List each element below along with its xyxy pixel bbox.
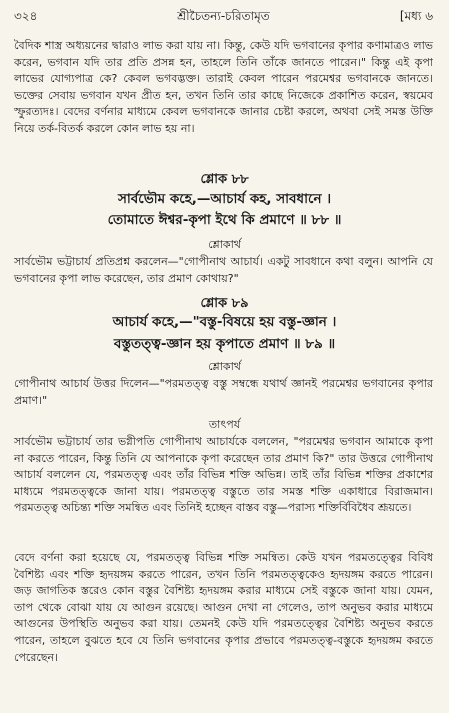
- page-number: ৩২৪: [14, 9, 38, 23]
- purport-paragraph-2: বেদে বর্ণনা করা হয়েছে যে, পরমতত্ত্ব বিভিন্ন শক্তি সমন্বিত। কেউ যখন পরমতত্ত্বের বিবিধ বৈশিষ্ট্য এবং শক্তি হৃদয়ঙ্গম করতে পারেন, তখন তিনি পরমতত্ত্বকেও হৃদয়ঙ্গম করতে পারেন। জড় জাগতিক স্তরেও কোন বস্তুর বৈশিষ্ট্য হৃদয়ঙ্গম করার মাধ্যমে সেই বস্তুকে জানা যায়। যেমন, তাপ থেকে বোঝা যায় যে আগুন রয়েছে। আগুন দেখা না গেলেও, তাপ অনুভব করার মাধ্যমে আগুনের উপস্থিতি অনুভব করা যায়। তেমনই কেউ যদি পরমতত্ত্বের বৈশিষ্ট্য অনুভব করতে পারেন, তাহলে বুঝতে হবে যে তিনি ভগবানের কৃপার প্রভাবে পরমতত্ত্ব-বস্তুকে হৃদয়ঙ্গম করতে পেরেছেন।: [14, 551, 433, 664]
- verse-88-translation-heading: শ্লোকার্থ: [208, 238, 241, 251]
- verse-89-translation-heading: শ্লোকার্থ: [208, 360, 241, 373]
- verse-88-line-1: সার্বভৌম কহে,—আচার্য কহ, সাবধানে ।: [117, 191, 332, 207]
- verse-89-heading: শ্লোক ৮৯: [200, 296, 249, 311]
- purport-paragraph-1: সার্বভৌম ভট্টাচার্য তার ভগ্নীপতি গোপীনাথ আচার্যকে বললেন, "পরমেশ্বর ভগবান আমাকে কৃপা না করতে পারেন, কিন্তু তিনি যে আপনাকে কৃপা করেছেন তার প্রমাণ কি?" তার উত্তরে গোপীনাথ আচার্য বললেন যে, পরমতত্ত্ব এবং তাঁর বিভিন্ন শক্তি অভিন্ন। তাই তাঁর বিভিন্ন শক্তির প্রকাশের মাধ্যমে পরমতত্ত্বকে জানা যায়। পরমতত্ত্ব বস্তুতে তার সমস্ত শক্তি একাধারে বিরাজমান। পরমতত্ত্ব অচিন্ত্য শক্তি সমন্বিত এবং তিনিই হচ্ছেন বাস্তব বস্তু—পরাস্য শক্তির্বিবিধৈব শ্রূয়তে।: [14, 435, 433, 515]
- verse-88-translation: সার্বভৌম ভট্টাচার্য প্রতিপ্রশ্ন করলেন—"গোপীনাথ আচার্য। একটু সাবধানে কথা বলুন। আপনি যে ভগবানের কৃপা লাভ করেছেন, তার প্রমাণ কোথায়?": [14, 255, 433, 285]
- verse-89-line-1: আচার্য কহে,—"বস্তু-বিষয়ে হয় বস্তু-জ্ঞান ।: [112, 314, 337, 330]
- running-title: শ্রীচৈতন্য-চরিতামৃত: [177, 9, 270, 23]
- verse-88-heading: শ্লোক ৮৮: [200, 172, 249, 187]
- page-header: [14, 8, 433, 26]
- verse-89-translation: গোপীনাথ আচার্য উত্তর দিলেন—"পরমতত্ত্ব বস্তু সম্বন্ধে যথার্থ জ্ঞানই পরমেশ্বর ভগবানের কৃপার প্রমাণ।": [14, 377, 433, 407]
- verse-89-line-2: বস্তুতত্ত্ব-জ্ঞান হয় কৃপাতে প্রমাণ ॥ ৮৯ ॥: [113, 336, 336, 352]
- intro-paragraph: বৈদিক শাস্ত্র অধ্যয়নের দ্বারাও লাভ করা যায় না। কিন্তু, কেউ যদি ভগবানের কৃপার কণামাত্রও লাভ করেন, ভগবান যদি তার প্রতি প্রসন্ন হন, তাহলে তিনি তাঁকে জানতে পারেন।" কিন্তু এই কৃপা লাভের যোগ্যপাত্র কে? কেবল ভগবদ্ভক্ত। তারাই কেবল পারেন পরমেশ্বর ভগবানকে জানতে। ভক্তের সেবায় ভগবান যখন প্রীত হন, তখন তিনি তার কাছে নিজেকে প্রকাশিত করেন, স্বয়মেব স্ফুরত্যদঃ। বেদের বর্ণনার মাধ্যমে কেবল ভগবানকে জানার চেষ্টা করলে, অথবা সেই সমস্ত উক্তি নিয়ে তর্ক-বিতর্ক করলে কোন লাভ হয় না।: [14, 39, 433, 135]
- purport-heading: তাৎপর্য: [208, 418, 241, 431]
- chapter-label: [মধ্য ৬: [399, 9, 433, 23]
- verse-88-line-2: তোমাতে ঈশ্বর-কৃপা ইথে কি প্রমাণে ॥ ৮৮ ॥: [107, 212, 342, 228]
